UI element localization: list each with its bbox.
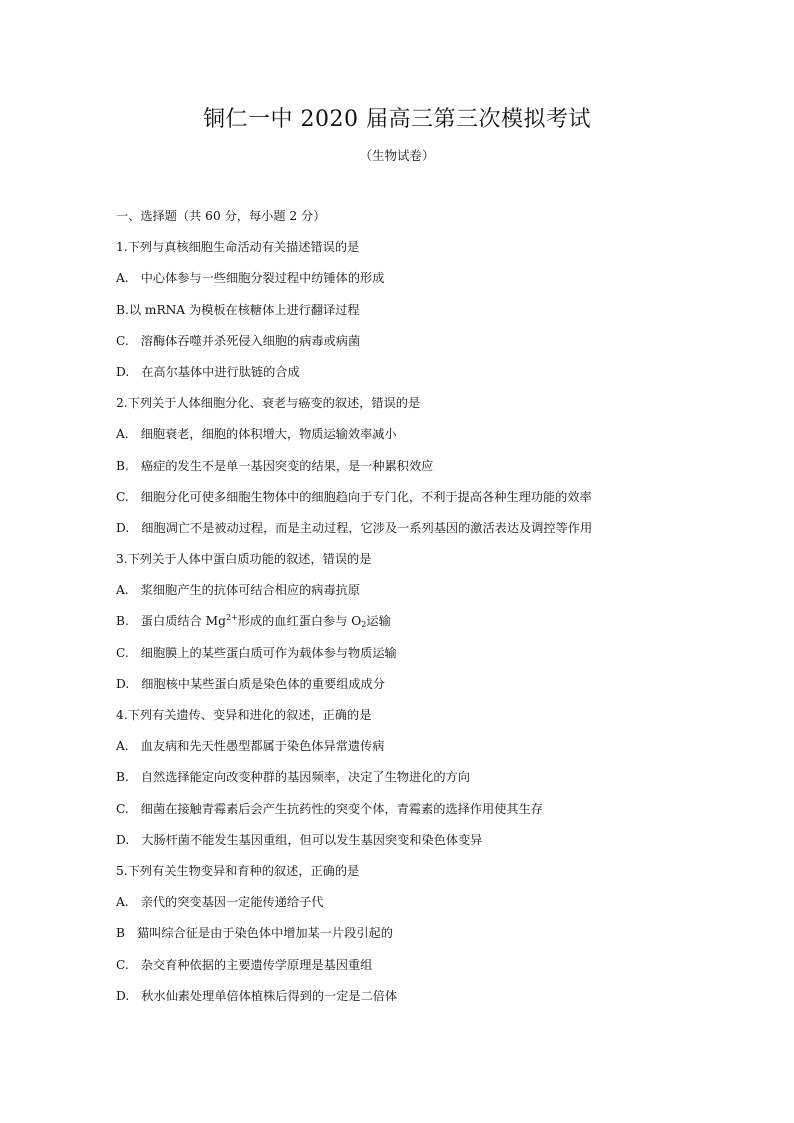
option-text: 细胞衰老，细胞的体积增大，物质运输效率减小	[140, 427, 397, 442]
option-text: 以 mRNA 为模板在核糖体上进行翻译过程	[128, 302, 360, 317]
question-stem-4: 4.下列有关遗传、变异和进化的叙述，正确的是	[116, 708, 372, 722]
option-3d	[116, 674, 676, 705]
option-label: B	[116, 926, 125, 941]
option-2a	[116, 424, 676, 455]
option-label: D.	[116, 832, 130, 847]
ion-charge-superscript: 2+	[225, 613, 238, 623]
option-1d	[116, 362, 676, 393]
option-4a	[116, 736, 676, 767]
question-stem-2: 2.下列关于人体细胞分化、衰老与癌变的叙述，错误的是	[116, 396, 421, 411]
option-text: 溶酶体吞噬并杀死侵入细胞的病毒或病菌	[140, 333, 361, 348]
question-stem-5: 5.下列有关生物变异和育种的叙述，正确的是	[116, 863, 360, 878]
option-text: 浆细胞产生的抗体可结合相应的病毒抗原	[140, 583, 361, 598]
option-text: 在高尔基体中进行肽链的合成	[141, 364, 300, 379]
option-label: D.	[116, 520, 130, 535]
option-label: A.	[116, 895, 129, 910]
option-label: A.	[116, 583, 129, 598]
option-text: 细胞分化可使多细胞生物体中的细胞趋向于专门化，不利于提高各种生理功能的效率	[140, 489, 592, 504]
option-4c	[116, 799, 676, 830]
question-section	[116, 206, 676, 1017]
option-3c	[116, 643, 676, 674]
exam-subtitle: （生物试卷）	[359, 148, 435, 163]
option-text: 自然选择能定向改变种群的基因频率，决定了生物进化的方向	[140, 770, 470, 785]
option-label: D.	[116, 676, 130, 691]
option-1c	[116, 331, 676, 362]
option-label: D.	[116, 988, 130, 1003]
option-label: B.	[116, 770, 129, 785]
option-label: A.	[116, 739, 129, 754]
option-4d	[116, 830, 676, 861]
option-text-mid: 形成的血红蛋白参与 O	[237, 614, 362, 629]
option-1a	[116, 268, 676, 299]
option-3a	[116, 580, 676, 611]
option-label: A.	[116, 427, 129, 442]
option-label: C.	[116, 333, 129, 348]
option-label: B.	[116, 614, 129, 629]
option-text: 亲代的突变基因一定能传递给子代	[140, 895, 324, 910]
option-text: 癌症的发生不是单一基因突变的结果，是一种累积效应	[140, 458, 434, 473]
option-text: 细菌在接触青霉素后会产生抗药性的突变个体，青霉素的选择作用使其生存	[140, 801, 543, 816]
exam-title: 铜仁一中 2020 届高三第三次模拟考试	[203, 107, 591, 132]
option-label: C.	[116, 489, 129, 504]
question-stem-1: 1.下列与真核细胞生命活动有关描述错误的是	[116, 240, 360, 255]
option-label: A.	[116, 271, 129, 286]
option-label: D.	[116, 364, 130, 379]
option-text: 血友病和先天性愚型都属于染色体异常遗传病	[140, 739, 385, 754]
option-1b	[116, 300, 676, 331]
option-text: 杂交育种依据的主要遗传学原理是基因重组	[140, 957, 373, 972]
option-5b	[116, 923, 676, 954]
option-text: 猫叫综合征是由于染色体中增加某一片段引起的	[136, 926, 393, 941]
oxygen-subscript: 2	[361, 620, 367, 630]
option-text: 细胞核中某些蛋白质是染色体的重要组成成分	[141, 676, 385, 691]
option-5c	[116, 955, 676, 986]
option-2b	[116, 456, 676, 487]
option-label: C.	[116, 801, 129, 816]
option-text-pre: 蛋白质结合 Mg	[140, 614, 226, 629]
option-label: C.	[116, 957, 129, 972]
option-text-post: 运输	[366, 614, 391, 629]
option-label: B.	[116, 302, 129, 317]
option-label: C.	[116, 645, 129, 660]
option-text: 秋水仙素处理单倍体植株后得到的一定是二倍体	[141, 988, 398, 1003]
section-heading: 一、选择题（共 60 分，每小题 2 分）	[116, 209, 326, 223]
option-label: B.	[116, 458, 129, 473]
option-3b	[116, 611, 676, 642]
question-stem-3: 3.下列关于人体中蛋白质功能的叙述，错误的是	[116, 552, 372, 567]
option-5d	[116, 986, 676, 1017]
option-text: 大肠杆菌不能发生基因重组，但可以发生基因突变和染色体变异	[141, 832, 483, 847]
option-2d	[116, 518, 676, 549]
option-text: 细胞膜上的某些蛋白质可作为载体参与物质运输	[140, 645, 397, 660]
option-5a	[116, 892, 676, 923]
option-text: 中心体参与一些细胞分裂过程中纺锤体的形成	[140, 271, 385, 286]
option-4b	[116, 767, 676, 798]
option-text: 细胞凋亡不是被动过程，而是主动过程，它涉及一系列基因的激活表达及调控等作用	[141, 520, 593, 535]
option-2c	[116, 487, 676, 518]
